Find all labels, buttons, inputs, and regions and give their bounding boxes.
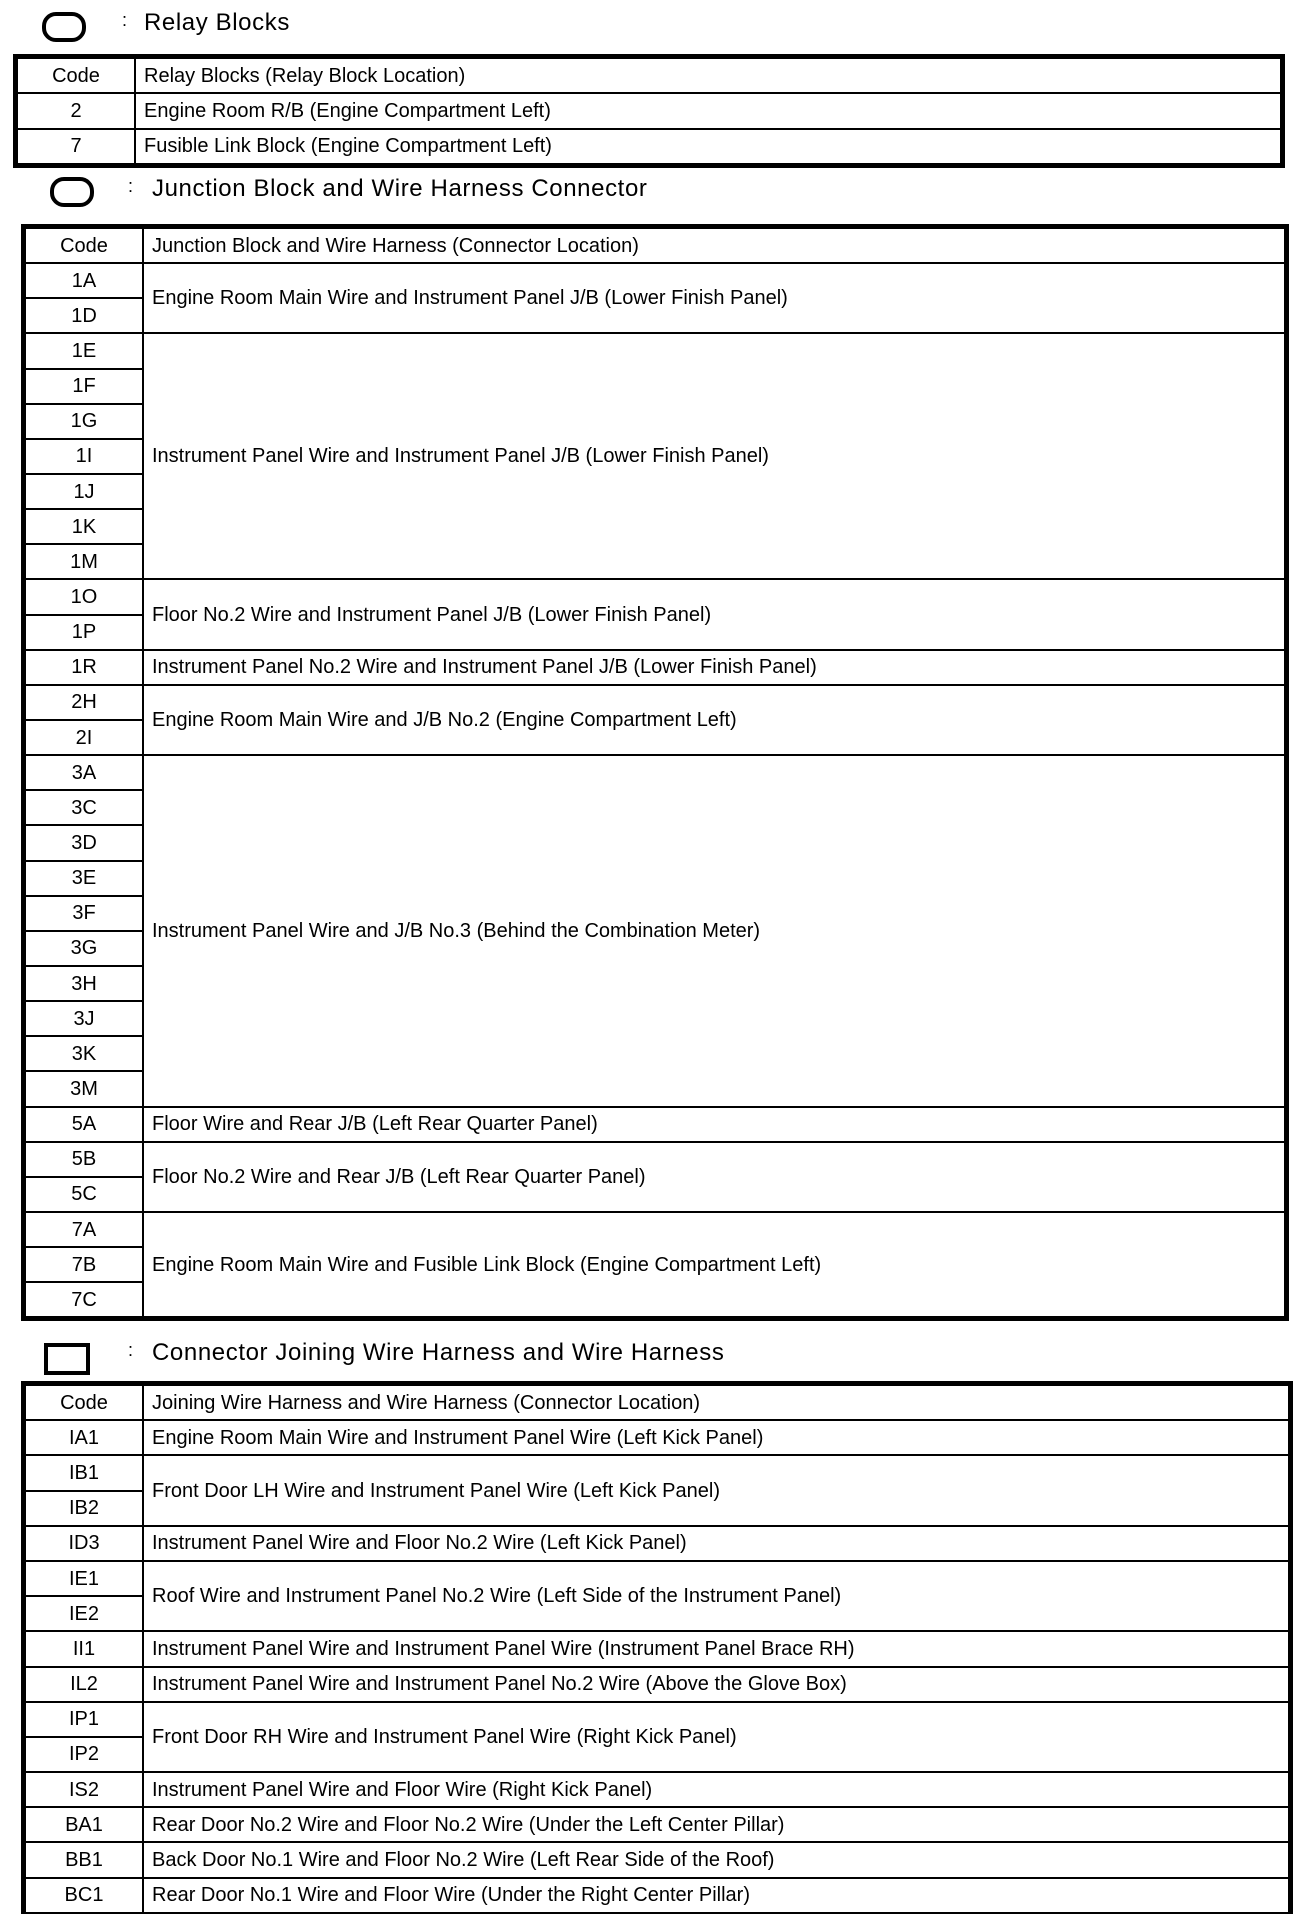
description-column-header: Junction Block and Wire Harness (Connector Location): [143, 228, 1285, 263]
table-row: [25, 333, 1285, 368]
code-cell-7b: 7B: [25, 1247, 143, 1282]
location-description-cell: Floor Wire and Rear J/B (Left Rear Quarter Panel): [143, 1107, 1285, 1142]
code-cell-bc1: BC1: [25, 1878, 143, 1913]
code-column-header: Code: [25, 228, 143, 263]
table-row: [25, 1631, 1289, 1666]
location-description-cell: Instrument Panel Wire and Instrument Panel Wire (Instrument Panel Brace RH): [143, 1631, 1289, 1666]
code-cell-1i: 1I: [25, 439, 143, 474]
relay-blocks-colon: :: [122, 10, 128, 30]
code-cell-1e: 1E: [25, 333, 143, 368]
table-row: [25, 1667, 1289, 1702]
code-cell-3d: 3D: [25, 825, 143, 860]
relay-blocks-title: Relay Blocks: [144, 9, 290, 36]
code-cell-ie1: IE1: [25, 1561, 143, 1596]
code-cell-7a: 7A: [25, 1212, 143, 1247]
code-cell-ib1: IB1: [25, 1455, 143, 1490]
connector-title: Connector Joining Wire Harness and Wire Harness: [152, 1339, 725, 1366]
junction-block-table: [24, 227, 1286, 1318]
code-cell-3j: 3J: [25, 1001, 143, 1036]
location-description-cell: Instrument Panel Wire and Floor Wire (Right Kick Panel): [143, 1772, 1289, 1807]
location-description-cell: Instrument Panel Wire and J/B No.3 (Behind the Combination Meter): [143, 755, 1285, 1106]
relay-blocks-table: [16, 57, 1282, 165]
code-cell-ip1: IP1: [25, 1702, 143, 1737]
table-row: [25, 685, 1285, 720]
code-cell-3f: 3F: [25, 896, 143, 931]
location-description-cell: Front Door LH Wire and Instrument Panel Wire (Left Kick Panel): [143, 1455, 1289, 1525]
table-row: [25, 755, 1285, 790]
location-description-cell: Front Door RH Wire and Instrument Panel Wire (Right Kick Panel): [143, 1702, 1289, 1772]
code-cell-2h: 2H: [25, 685, 143, 720]
code-cell-1p: 1P: [25, 615, 143, 650]
code-cell-1a: 1A: [25, 263, 143, 298]
code-column-header: Code: [25, 1385, 143, 1420]
location-description-cell: Instrument Panel Wire and Instrument Panel No.2 Wire (Above the Glove Box): [143, 1667, 1289, 1702]
code-cell-ip2: IP2: [25, 1737, 143, 1772]
location-description-cell: Engine Room Main Wire and Instrument Panel Wire (Left Kick Panel): [143, 1420, 1289, 1455]
table-row: [25, 1107, 1285, 1142]
location-description-cell: Rear Door No.1 Wire and Floor Wire (Under the Right Center Pillar): [143, 1878, 1289, 1913]
code-cell-1m: 1M: [25, 544, 143, 579]
table-header-row: [17, 58, 1281, 93]
code-cell-ie2: IE2: [25, 1596, 143, 1631]
junction-block-heading: [0, 168, 1312, 208]
connector-heading: [0, 1332, 1312, 1372]
location-description-cell: Roof Wire and Instrument Panel No.2 Wire (Left Side of the Instrument Panel): [143, 1561, 1289, 1631]
code-cell-1r: 1R: [25, 650, 143, 685]
table-row: [25, 1772, 1289, 1807]
location-description-cell: Engine Room Main Wire and Fusible Link Block (Engine Compartment Left): [143, 1212, 1285, 1317]
code-cell-bb1: BB1: [25, 1842, 143, 1877]
location-description-cell: Engine Room R/B (Engine Compartment Left): [135, 93, 1281, 128]
code-cell-ba1: BA1: [25, 1807, 143, 1842]
relay-block-oval-icon: [42, 12, 86, 42]
description-column-header: Relay Blocks (Relay Block Location): [135, 58, 1281, 93]
code-cell-ia1: IA1: [25, 1420, 143, 1455]
code-cell-il2: IL2: [25, 1667, 143, 1702]
junction-block-title: Junction Block and Wire Harness Connector: [152, 175, 648, 202]
location-description-cell: Engine Room Main Wire and Instrument Panel J/B (Lower Finish Panel): [143, 263, 1285, 333]
location-description-cell: Back Door No.1 Wire and Floor No.2 Wire (Left Rear Side of the Roof): [143, 1842, 1289, 1877]
connector-table: [24, 1384, 1290, 1914]
code-cell-2i: 2I: [25, 720, 143, 755]
table-row: [17, 93, 1281, 128]
code-cell-3c: 3C: [25, 790, 143, 825]
code-column-header: Code: [17, 58, 135, 93]
table-row: [25, 1526, 1289, 1561]
junction-block-oval-icon: [50, 177, 94, 207]
table-row: [25, 1702, 1289, 1737]
code-cell-3h: 3H: [25, 966, 143, 1001]
table-row: [25, 650, 1285, 685]
code-cell-2: 2: [17, 93, 135, 128]
table-header-row: [25, 228, 1285, 263]
code-cell-id3: ID3: [25, 1526, 143, 1561]
code-cell-5a: 5A: [25, 1107, 143, 1142]
table-row: [25, 1842, 1289, 1877]
table-row: [25, 1212, 1285, 1247]
table-header-row: [25, 1385, 1289, 1420]
code-cell-1j: 1J: [25, 474, 143, 509]
location-description-cell: Fusible Link Block (Engine Compartment Left): [135, 129, 1281, 164]
location-description-cell: Floor No.2 Wire and Rear J/B (Left Rear Quarter Panel): [143, 1142, 1285, 1212]
code-cell-5b: 5B: [25, 1142, 143, 1177]
table-row: [25, 1420, 1289, 1455]
table-row: [25, 263, 1285, 298]
connector-rect-icon: [44, 1343, 90, 1375]
code-cell-ib2: IB2: [25, 1491, 143, 1526]
relay-blocks-heading: [0, 0, 1312, 40]
location-description-cell: Instrument Panel Wire and Instrument Panel J/B (Lower Finish Panel): [143, 333, 1285, 579]
table-row: [25, 1142, 1285, 1177]
junction-block-colon: :: [128, 176, 134, 196]
description-column-header: Joining Wire Harness and Wire Harness (Connector Location): [143, 1385, 1289, 1420]
code-cell-3k: 3K: [25, 1036, 143, 1071]
code-cell-3m: 3M: [25, 1071, 143, 1106]
code-cell-1f: 1F: [25, 369, 143, 404]
location-description-cell: Instrument Panel Wire and Floor No.2 Wire (Left Kick Panel): [143, 1526, 1289, 1561]
code-cell-1o: 1O: [25, 579, 143, 614]
table-row: [25, 579, 1285, 614]
code-cell-7: 7: [17, 129, 135, 164]
code-cell-is2: IS2: [25, 1772, 143, 1807]
code-cell-1k: 1K: [25, 509, 143, 544]
table-row: [25, 1455, 1289, 1490]
code-cell-3a: 3A: [25, 755, 143, 790]
code-cell-7c: 7C: [25, 1282, 143, 1317]
code-cell-ii1: II1: [25, 1631, 143, 1666]
table-row: [25, 1807, 1289, 1842]
table-row: [17, 129, 1281, 164]
table-row: [25, 1878, 1289, 1913]
location-description-cell: Floor No.2 Wire and Instrument Panel J/B (Lower Finish Panel): [143, 579, 1285, 649]
location-description-cell: Rear Door No.2 Wire and Floor No.2 Wire (Under the Left Center Pillar): [143, 1807, 1289, 1842]
location-description-cell: Instrument Panel No.2 Wire and Instrument Panel J/B (Lower Finish Panel): [143, 650, 1285, 685]
code-cell-1g: 1G: [25, 404, 143, 439]
code-cell-1d: 1D: [25, 298, 143, 333]
code-cell-3g: 3G: [25, 931, 143, 966]
location-description-cell: Engine Room Main Wire and J/B No.2 (Engine Compartment Left): [143, 685, 1285, 755]
table-row: [25, 1561, 1289, 1596]
code-cell-5c: 5C: [25, 1177, 143, 1212]
connector-colon: :: [128, 1340, 134, 1360]
code-cell-3e: 3E: [25, 861, 143, 896]
